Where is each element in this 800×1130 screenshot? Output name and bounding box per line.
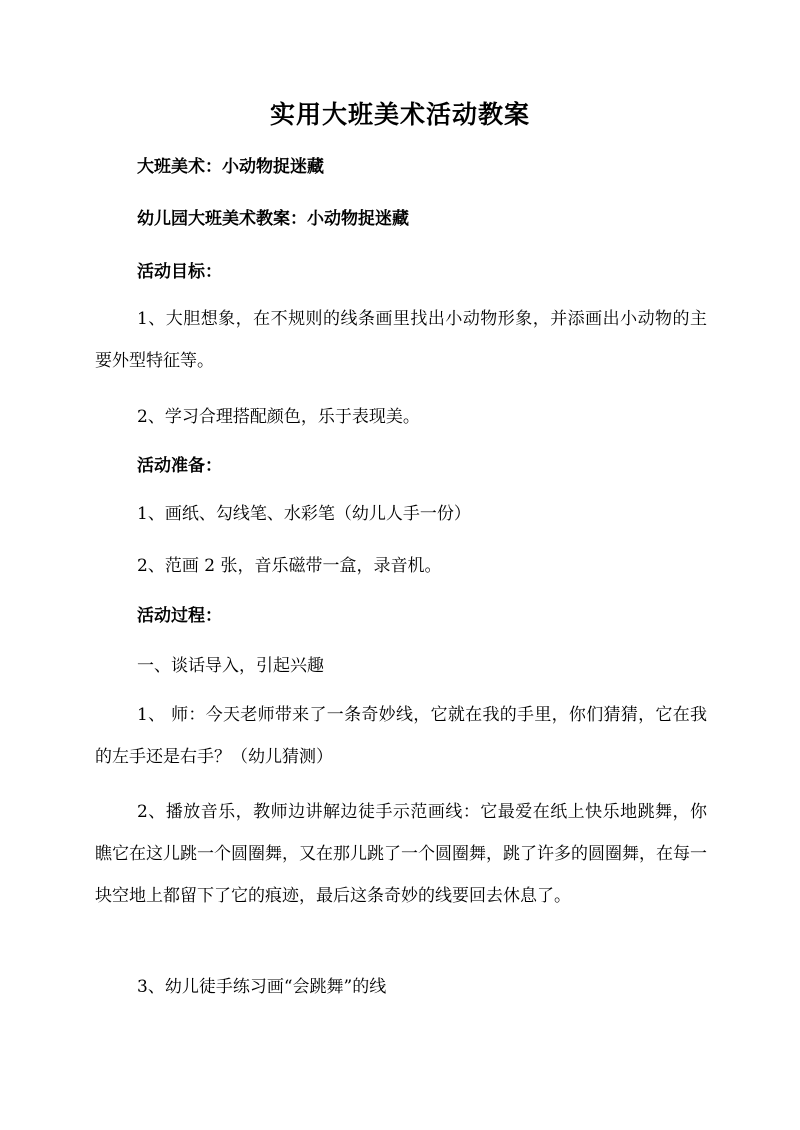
process-step-one: 一、谈话导入，引起兴趣 (137, 656, 324, 676)
process-step-3: 3、幼儿徒手练习画“会跳舞”的线 (137, 977, 387, 997)
heading-activity-process: 活动过程： (137, 606, 222, 626)
process-step-2: 2、播放音乐，教师边讲解边徒手示范画线：它最爱在纸上快乐地跳舞，你瞧它在这儿跳一个圆圈舞，又在那儿跳了一个圆圈舞，跳了许多的圆圈舞，在每一块空地上都留下了它的痕迹，最后这条奇妙的线要回去休息了。 (95, 802, 707, 906)
process-step-1: 1、 师：今天老师带来了一条奇妙线，它就在我的手里，你们猜猜，它在我的左手还是右手？（幼儿猜测） (95, 705, 707, 767)
goal-item-1: 1、大胆想象，在不规则的线条画里找出小动物形象，并添画出小动物的主要外型特征等。 (95, 309, 707, 371)
goal-item-2: 2、学习合理搭配颜色，乐于表现美。 (137, 407, 420, 427)
prep-item-2: 2、范画 2 张，音乐磁带一盒，录音机。 (137, 556, 442, 576)
heading-activity-goals: 活动目标： (137, 262, 222, 282)
subtitle-art-topic: 大班美术：小动物捉迷藏 (137, 157, 324, 177)
prep-item-1: 1、画纸、勾线笔、水彩笔（幼儿人手一份） (137, 504, 471, 524)
page-title: 实用大班美术活动教案 (269, 100, 530, 129)
subtitle-lesson-plan: 幼儿园大班美术教案：小动物捉迷藏 (137, 209, 409, 229)
heading-activity-preparation: 活动准备： (137, 456, 222, 476)
